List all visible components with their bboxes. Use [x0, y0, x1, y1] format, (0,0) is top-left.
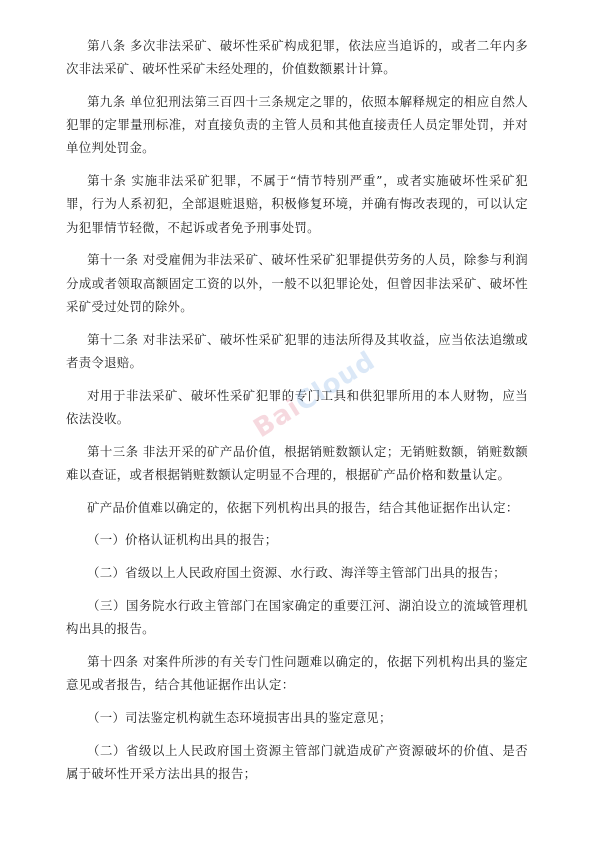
article-11-paragraph: 第十一条 对受雇佣为非法采矿、破坏性采矿犯罪提供劳务的人员，除参与利润分成或者领取高额固定工资的以外，一般不以犯罪论处，但曾因非法采矿、破坏性采矿受过处罚的除外。 — [66, 252, 528, 314]
article-12-confiscation-paragraph: 对用于非法采矿、破坏性采矿犯罪的专门工具和供犯罪所用的本人财物，应当依法没收。 — [66, 387, 528, 426]
article-10-paragraph: 第十条 实施非法采矿犯罪，不属于“情节特别严重”，或者实施破坏性采矿犯罪，行为人系初犯，全部退赃退赔，积极修复环境，并确有悔改表现的，可以认定为犯罪情节轻微，不起诉或者免予刑事处罚。 — [66, 173, 528, 235]
article-14-item-2: （二）省级以上人民政府国土资源主管部门就造成矿产资源破坏的价值、是否属于破坏性开采方法出具的报告； — [66, 742, 528, 781]
article-12-paragraph: 第十二条 对非法采矿、破坏性采矿犯罪的违法所得及其收益，应当依法追缴或者责令退赔。 — [66, 331, 528, 370]
document-body — [66, 34, 528, 795]
watermark-part1: Bai — [248, 392, 307, 445]
article-14-item-1: （一）司法鉴定机构就生态环境损害出具的鉴定意见； — [87, 710, 392, 725]
article-9-paragraph: 第九条 单位犯刑法第三百四十三条规定之罪的，依照本解释规定的相应自然人犯罪的定罪量刑标准，对直接负责的主管人员和其他直接责任人员定罪处罚，并对单位判处罚金。 — [66, 94, 528, 156]
article-13-item-3: （三）国务院水行政主管部门在国家确定的重要江河、湖泊设立的流域管理机构出具的报告。 — [66, 598, 528, 637]
article-13-paragraph: 第十三条 非法开采的矿产品价值，根据销赃数额认定；无销赃数额，销赃数额难以查证，或者根据销赃数额认定明显不合理的，根据矿产品价格和数量认定。 — [66, 443, 528, 482]
article-13-item-1: （一）价格认证机构出具的报告； — [87, 532, 278, 548]
article-14-paragraph: 第十四条 对案件所涉的有关专门性问题难以确定的，依据下列机构出具的鉴定意见或者报告，结合其他证据作出认定： — [66, 654, 528, 693]
article-8-paragraph: 第八条 多次非法采矿、破坏性采矿构成犯罪，依法应当追诉的，或者二年内多次非法采矿、破坏性采矿未经处理的，价值数额累计计算。 — [66, 38, 528, 77]
article-13-valuation-paragraph: 矿产品价值难以确定的，依据下列机构出具的报告，结合其他证据作出认定： — [87, 499, 519, 515]
watermark-part2: Cloud — [290, 345, 381, 418]
article-13-item-2: （二）省级以上人民政府国土资源、水行政、海洋等主管部门出具的报告； — [87, 565, 506, 581]
